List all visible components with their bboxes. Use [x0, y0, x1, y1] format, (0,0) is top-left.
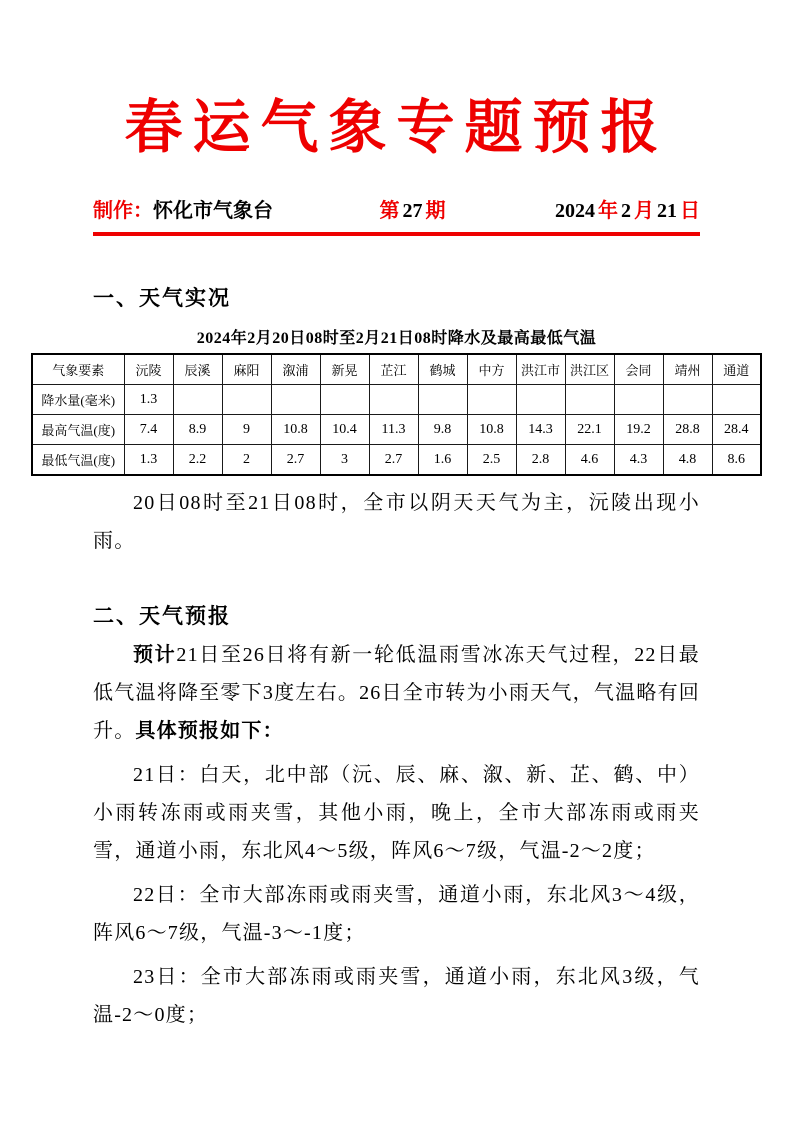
forecast-intro-tail: 具体预报如下： — [135, 720, 284, 742]
forecast-day-paragraph-22: 22日：全市大部冻雨或雨夹雪，通道小雨，东北风3～4级，阵风6～7级，气温-3～-1度； — [93, 884, 700, 944]
table-cell: 1.6 — [418, 445, 467, 476]
table-cell: 11.3 — [369, 415, 418, 445]
section-heading-actual: 一、天气实况 — [93, 287, 231, 310]
table-header-cell: 气象要素 — [32, 354, 124, 385]
table-row-precipitation — [32, 385, 761, 415]
table-cell: 28.8 — [663, 415, 712, 445]
section-heading-forecast: 二、天气预报 — [93, 605, 231, 628]
forecast-intro-lead: 预计 — [133, 644, 177, 666]
table-header-cell: 会同 — [614, 354, 663, 385]
table-cell — [418, 385, 467, 415]
issue-number-value: 27 — [402, 200, 423, 222]
issue-date — [552, 194, 700, 223]
table-cell: 10.8 — [271, 415, 320, 445]
table-cell: 7.4 — [124, 415, 173, 445]
table-header-row — [32, 354, 761, 385]
table-cell — [320, 385, 369, 415]
table-header-cell: 溆浦 — [271, 354, 320, 385]
table-cell — [614, 385, 663, 415]
table-cell: 2 — [222, 445, 271, 476]
table-cell — [173, 385, 222, 415]
table-cell: 4.3 — [614, 445, 663, 476]
date-year-unit: 年 — [598, 200, 618, 222]
date-month-unit: 月 — [634, 200, 654, 222]
issue-number — [380, 194, 446, 223]
table-row-label: 最高气温(度) — [32, 415, 124, 445]
weather-bulletin-document — [0, 86, 793, 1122]
table-cell: 9 — [222, 415, 271, 445]
table-cell: 10.8 — [467, 415, 516, 445]
table-header-cell: 鹤城 — [418, 354, 467, 385]
table-cell — [222, 385, 271, 415]
date-day-unit: 日 — [680, 200, 700, 222]
table-cell — [565, 385, 614, 415]
issue-suffix: 期 — [425, 200, 446, 222]
table-cell: 3 — [320, 445, 369, 476]
table-cell: 2.8 — [516, 445, 565, 476]
table-header-cell: 洪江区 — [565, 354, 614, 385]
table-cell: 2.5 — [467, 445, 516, 476]
table-cell — [516, 385, 565, 415]
forecast-intro-text: 21日至26日将有新一轮低温雨雪冰冻天气过程，22日最低气温将降至零下3度左右。26日全市转为小雨天气，气温略有回升。 — [93, 644, 700, 742]
table-header-cell: 芷江 — [369, 354, 418, 385]
date-month: 2 — [621, 200, 631, 222]
table-cell: 4.6 — [565, 445, 614, 476]
table-header-cell: 靖州 — [663, 354, 712, 385]
actual-summary-paragraph: 20日08时至21日08时，全市以阴天天气为主，沅陵出现小雨。 — [93, 492, 700, 552]
table-row-min-temp — [32, 445, 761, 476]
weather-table — [31, 353, 762, 476]
forecast-intro-paragraph — [93, 636, 700, 750]
table-row-label: 降水量(毫米) — [32, 385, 124, 415]
table-row-max-temp — [32, 415, 761, 445]
forecast-day-paragraph-21: 21日：白天，北中部（沅、辰、麻、溆、新、芷、鹤、中）小雨转冻雨或雨夹雪，其他小雨，晚上，全市大部冻雨或雨夹雪，通道小雨，东北风4～5级，阵风6～7级，气温-2～2度； — [93, 764, 700, 862]
producer — [93, 194, 273, 223]
producer-value: 怀化市气象台 — [153, 200, 273, 222]
table-cell: 22.1 — [565, 415, 614, 445]
table-cell: 28.4 — [712, 415, 761, 445]
page-title: 春运气象专题预报 — [124, 95, 669, 160]
table-header-cell: 沅陵 — [124, 354, 173, 385]
table-header-cell: 中方 — [467, 354, 516, 385]
producer-label: 制作： — [93, 200, 153, 222]
table-cell — [369, 385, 418, 415]
table-header-cell: 通道 — [712, 354, 761, 385]
table-cell: 4.8 — [663, 445, 712, 476]
date-day: 21 — [657, 200, 677, 222]
table-cell: 2.2 — [173, 445, 222, 476]
table-row-label: 最低气温(度) — [32, 445, 124, 476]
table-cell — [271, 385, 320, 415]
table-cell: 9.8 — [418, 415, 467, 445]
table-cell: 8.9 — [173, 415, 222, 445]
table-header-cell: 洪江市 — [516, 354, 565, 385]
table-title: 2024年2月20日08时至2月21日08时降水及最高最低气温 — [196, 330, 597, 347]
table-cell: 2.7 — [369, 445, 418, 476]
forecast-day-paragraph-23: 23日：全市大部冻雨或雨夹雪，通道小雨，东北风3级，气温-2～0度； — [93, 966, 700, 1026]
table-cell: 2.7 — [271, 445, 320, 476]
date-year: 2024 — [555, 200, 595, 222]
meta-row — [93, 194, 700, 236]
table-cell — [663, 385, 712, 415]
table-cell: 10.4 — [320, 415, 369, 445]
table-header-cell: 新晃 — [320, 354, 369, 385]
table-cell: 1.3 — [124, 385, 173, 415]
table-cell: 1.3 — [124, 445, 173, 476]
table-header-cell: 辰溪 — [173, 354, 222, 385]
table-header-cell: 麻阳 — [222, 354, 271, 385]
table-cell: 8.6 — [712, 445, 761, 476]
table-cell — [712, 385, 761, 415]
issue-prefix: 第 — [379, 200, 400, 222]
table-cell: 14.3 — [516, 415, 565, 445]
table-cell: 19.2 — [614, 415, 663, 445]
table-cell — [467, 385, 516, 415]
